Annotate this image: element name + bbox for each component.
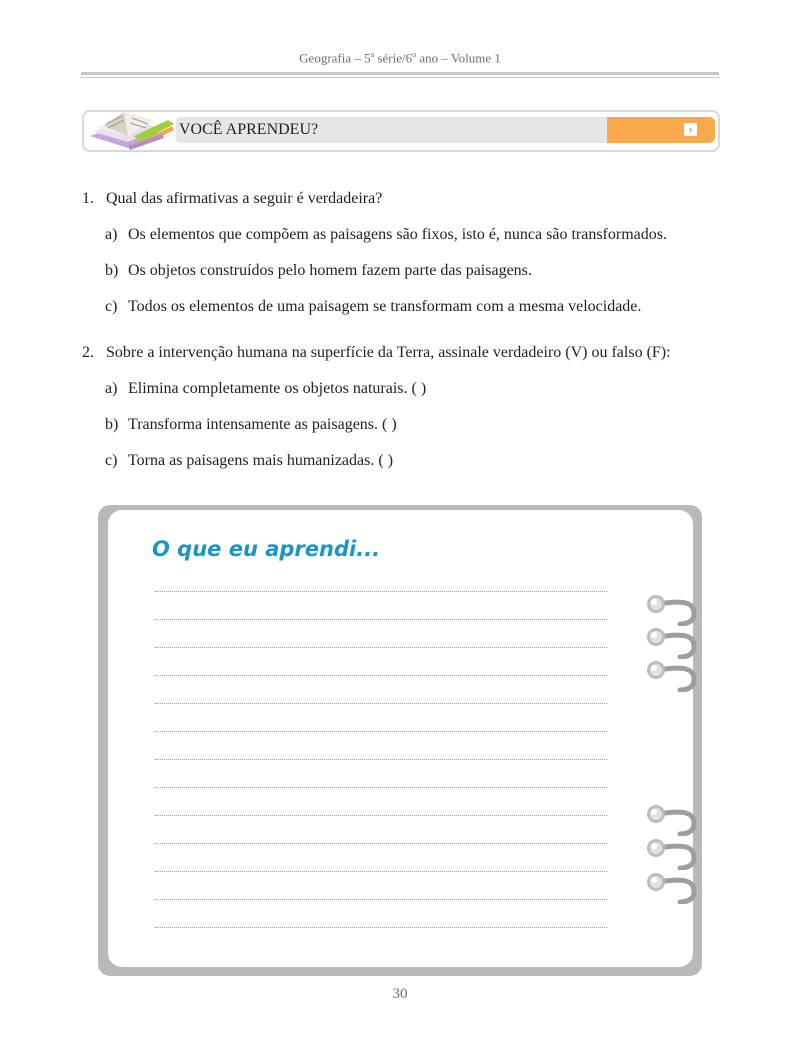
writing-line bbox=[155, 619, 607, 620]
writing-line bbox=[155, 815, 607, 816]
notebook-page bbox=[108, 510, 693, 967]
notebook-title: O que eu aprendi... bbox=[152, 537, 381, 561]
spiral-ring-icon bbox=[644, 836, 714, 870]
spiral-ring-icon bbox=[644, 592, 714, 626]
writing-line bbox=[155, 675, 607, 676]
page-number: 30 bbox=[392, 986, 408, 1002]
writing-line bbox=[155, 731, 607, 732]
spiral-ring-icon bbox=[644, 658, 714, 692]
header-rule bbox=[81, 72, 719, 75]
writing-line bbox=[155, 871, 607, 872]
section-banner bbox=[82, 110, 720, 152]
writing-line bbox=[155, 899, 607, 900]
writing-line bbox=[155, 843, 607, 844]
writing-line bbox=[155, 927, 607, 928]
section-title: VOCÊ APRENDEU? bbox=[179, 121, 319, 138]
spiral-ring-icon bbox=[644, 870, 714, 904]
writing-line bbox=[155, 759, 607, 760]
header-rule-thin bbox=[81, 77, 719, 78]
running-header: Geografia – 5$^a$ série/6$^o$ ano – Volume 1 bbox=[299, 50, 501, 66]
writing-line bbox=[155, 647, 607, 648]
banner-orange-tab bbox=[607, 117, 715, 143]
spiral-ring-icon bbox=[644, 625, 714, 659]
writing-line bbox=[155, 591, 607, 592]
arrow-right-icon[interactable]: › bbox=[684, 123, 697, 136]
writing-line bbox=[155, 787, 607, 788]
books-icon bbox=[84, 106, 176, 154]
spiral-ring-icon bbox=[644, 802, 714, 836]
writing-line bbox=[155, 703, 607, 704]
